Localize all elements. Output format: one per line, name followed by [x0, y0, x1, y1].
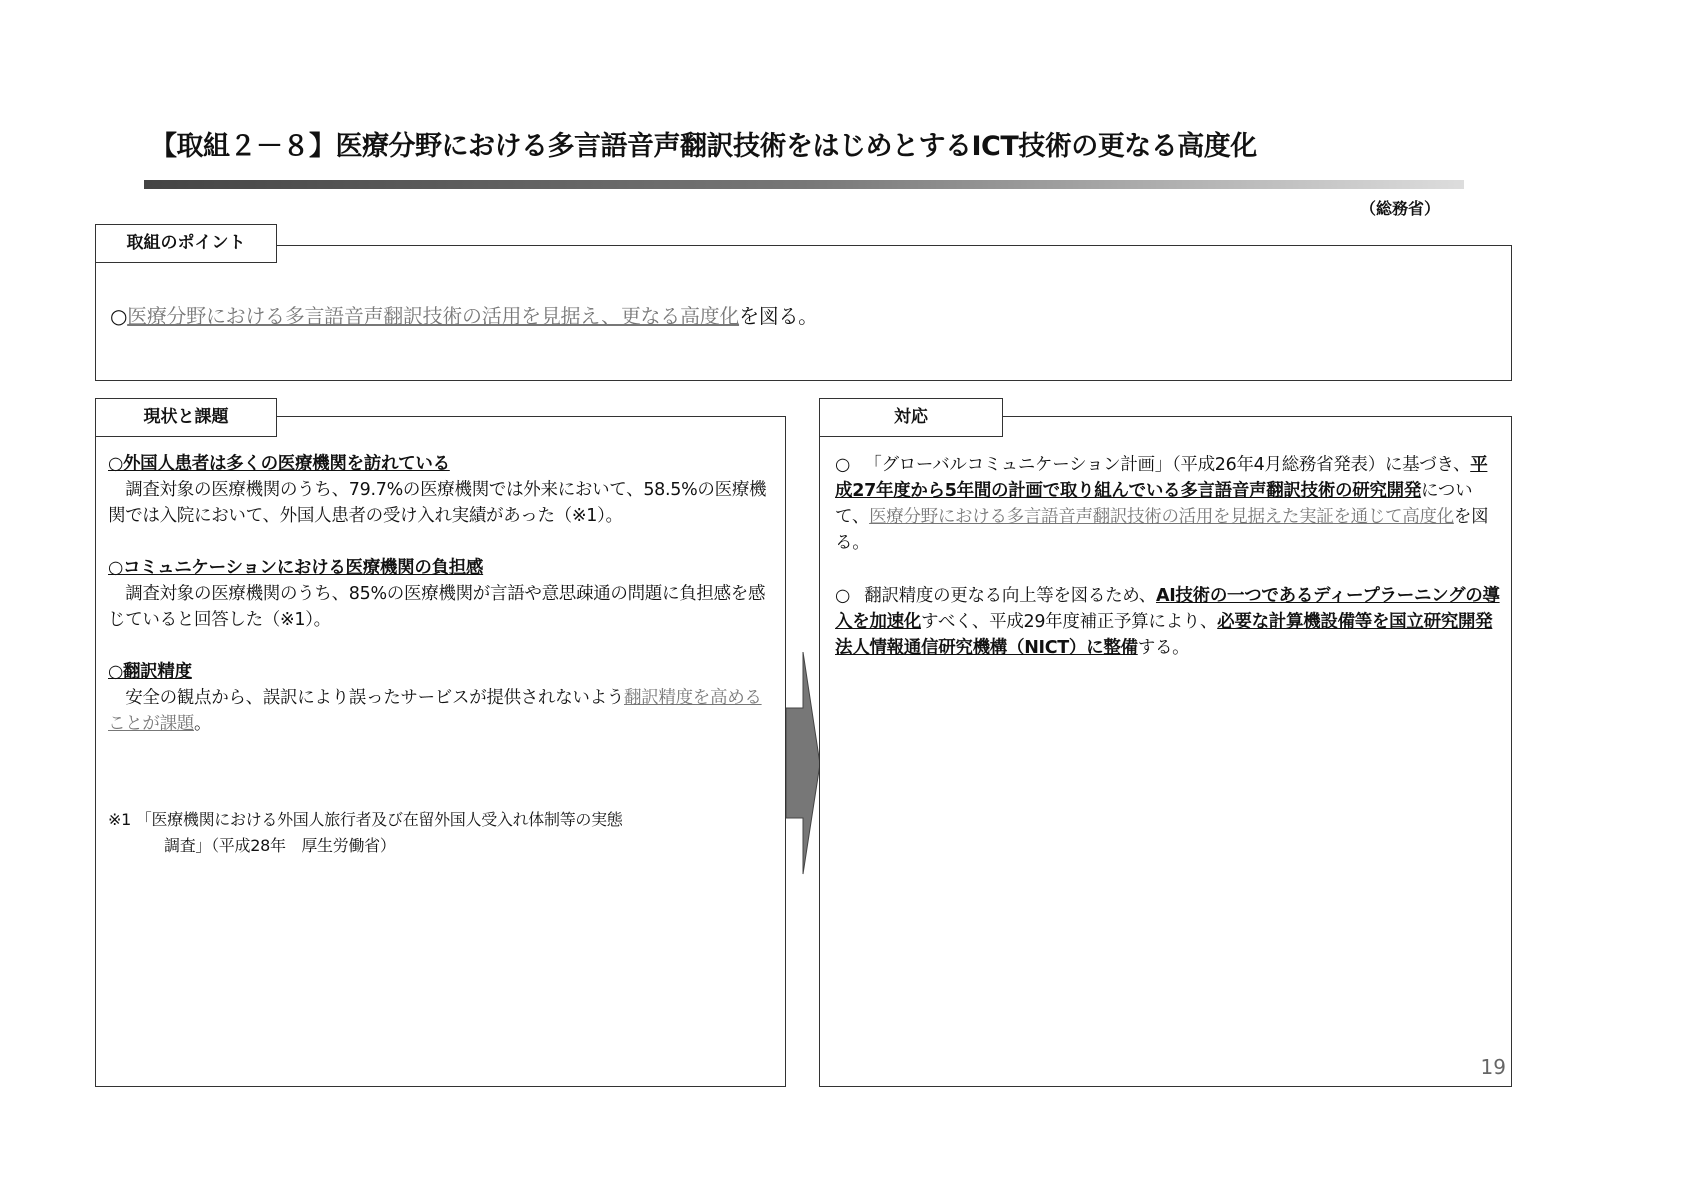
- point-tab: 取組のポイント: [95, 224, 277, 263]
- section-heading: ○翻訳精度: [108, 662, 192, 682]
- point-rest: を図る。: [739, 304, 818, 328]
- body-end: 。: [194, 714, 212, 734]
- text: する。: [1137, 638, 1190, 658]
- underlined-text: AI技術の一つであるディープラーニングの導入を加速化: [835, 586, 1500, 632]
- slide-title: 【取組２－８】医療分野における多言語音声翻訳技術をはじめとするICT技術の更なる高度化: [150, 131, 1257, 162]
- current-content: [108, 451, 768, 859]
- underlined-text: 必要な計算機設備等を国立研究開発法人情報通信研究機構（NICT）に整備: [835, 612, 1493, 658]
- point-highlight: 医療分野における多言語音声翻訳技術の活用を見据え、更なる高度化: [127, 304, 740, 328]
- bullet: ○: [835, 455, 850, 475]
- body-highlight: 翻訳精度を高めることが課題: [108, 688, 762, 734]
- response-tab: 対応: [819, 398, 1003, 437]
- bullet: ○: [110, 304, 128, 328]
- section-heading: ○外国人患者は多くの医療機関を訪れている: [108, 454, 450, 474]
- response-item-2: [835, 583, 1500, 661]
- text: すべく、平成29年度補正予算により、: [921, 612, 1218, 632]
- point-text: [110, 303, 818, 329]
- footnote: [108, 807, 768, 859]
- footnote-line1: 「医療機関における外国人旅行者及び在留外国人受入れ体制等の実態: [135, 810, 623, 829]
- section-heading: ○コミュニケーションにおける医療機関の負担感: [108, 558, 484, 578]
- response-item-1: [835, 452, 1500, 556]
- bullet: ○: [835, 586, 850, 606]
- title-gradient-bar: [144, 180, 1464, 189]
- section-body: 調査対象の医療機関のうち、79.7%の医療機関では外来において、58.5%の医療機関では入院において、外国人患者の受け入れ実績があった（※1）。: [108, 480, 767, 526]
- right-arrow-icon: [786, 652, 822, 876]
- text: について、: [835, 481, 1473, 527]
- page-number: 19: [1480, 1055, 1506, 1079]
- ministry-label: （総務省）: [1359, 199, 1440, 218]
- footnote-line2: 調査」（平成28年 厚生労働省）: [164, 836, 396, 855]
- body-text: 安全の観点から、誤訳により誤ったサービスが提供されないよう: [108, 688, 624, 708]
- text: を図る。: [835, 507, 1489, 553]
- footnote-mark: ※1: [108, 810, 131, 829]
- section-body: [108, 685, 768, 737]
- text: 「グローバルコミュニケーション計画」（平成26年4月総務省発表）に基づき、: [864, 455, 1471, 475]
- section-body: 調査対象の医療機関のうち、85%の医療機関が言語や意思疎通の問題に負担感を感じていると回答した（※1）。: [108, 584, 766, 630]
- text: 翻訳精度の更なる向上等を図るため、: [864, 586, 1156, 606]
- highlight-text: 医療分野における多言語音声翻訳技術の活用を見据えた実証を通じて高度化: [869, 507, 1454, 527]
- current-tab: 現状と課題: [95, 398, 277, 437]
- underlined-text: 平成27年度から5年間の計画で取り組んでいる多言語音声翻訳技術の研究開発: [835, 455, 1488, 501]
